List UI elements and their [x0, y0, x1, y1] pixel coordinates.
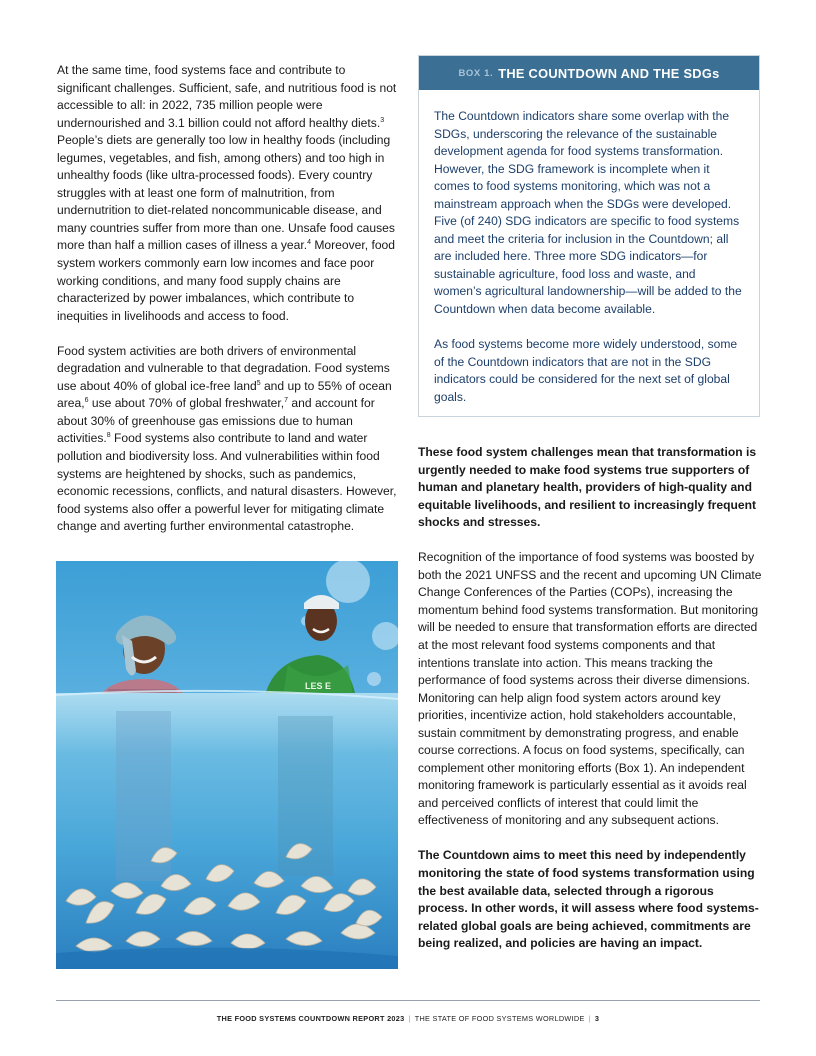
box-tag: BOX 1. — [458, 67, 494, 79]
footer-report-title: THE FOOD SYSTEMS COUNTDOWN REPORT 2023 — [216, 1014, 405, 1023]
photo-fishers — [56, 561, 398, 969]
footnote-ref: 5 — [256, 379, 261, 387]
footer-section-title: THE STATE OF FOOD SYSTEMS WORLDWIDE — [414, 1014, 585, 1023]
footnote-ref: 8 — [106, 432, 111, 440]
right-column — [418, 444, 763, 970]
box-title: THE COUNTDOWN AND THE SDGs — [498, 65, 720, 81]
page-footer — [0, 1014, 816, 1023]
footnote-ref: 7 — [284, 397, 289, 405]
body-paragraph: Recognition of the importance of food systems was boosted by both the 2021 UNFSS and the recent and upcoming UN Climate Change Conferences of the Parties (COPs), increasing the momentum behind food systems transformation. But monitoring will be needed to ensure that transformation efforts are directed at the most relevant food systems components and that intentions translate into action. This means tracking the performance of food systems across their diverse dimensions. Monitoring can help align food system actors around key priorities, incentivize action, hold stakeholders accountable, sustain commitment by demonstrating progress, and enable course corrections. A focus on food systems, specifically, can complement other monitoring efforts (Box 1). An independent monitoring framework is particularly essential as it avoids real and perceived conflicts of interest that could limit the effectiveness of monitoring and any subsequent actions. — [418, 550, 762, 828]
page-number: 3 — [594, 1014, 600, 1023]
box-paragraph: As food systems become more widely understood, some of the Countdown indicators that are not in the SDG indicators could be considered for the next set of global goals. — [434, 337, 738, 404]
footer-separator: | — [408, 1014, 411, 1023]
sidebar-box — [418, 55, 760, 417]
photo-illustration — [56, 561, 398, 969]
emphasis-paragraph: The Countdown aims to meet this need by independently monitoring the state of food systems transformation using the best available data, selected through a rigorous process. In other words, it will assess where food systems-related global goals are being achieved, commitments are being realized, and policies are having an impact. — [418, 848, 759, 951]
body-paragraph: At the same time, food systems face and contribute to significant challenges. Sufficient, safe, and nutritious food is not accessible to all: in 2022, 735 million people were undernourished and 3.1 billion could not afford healthy diets.$^3$ People’s diets are generally too low in healthy foods (including legumes, vegetables, and fish, among others) and too high in unhealthy foods (like ultra-processed foods). Every country struggles with at least one form of malnutrition, from undernutrition to diet-related noncommunicable disease, and many countries suffer from more than one. Unsafe food causes more than half a million cases of illness a year.$^4$ Moreover, food system workers commonly earn low incomes and face poor working conditions, and many food supply chains are characterized by power imbalances, which contribute to inequities in livelihoods and access to food. — [57, 63, 397, 323]
emphasis-paragraph: These food system challenges mean that transformation is urgently needed to make food systems true supporters of human and planetary health, providers of high-quality and equitable livelihoods, and resilient to increasingly frequent shocks and stresses. — [418, 445, 757, 530]
footnote-ref: 6 — [84, 397, 89, 405]
footer-divider — [56, 1000, 760, 1001]
body-paragraph: Food system activities are both drivers of environmental degradation and vulnerable to that degradation. Food systems use about 40% of global ice-free land$^5$ and up to 55% of ocean area,$^6$ use about 70% of global freshwater,$^7$ and account for about 30% of greenhouse gas emissions due to human activities.$^8$ Food systems also contribute to land and water pollution and biodiversity loss. And vulnerabilities within food systems are heightened by shocks, such as pandemics, economic recessions, conflicts, and natural disasters. However, food systems also offer a powerful lever for mitigating climate change and averting further environmental catastrophe. — [57, 343, 397, 534]
box-header — [419, 56, 759, 90]
box-paragraph: The Countdown indicators share some overlap with the SDGs, underscoring the relevance of the sustainable development agenda for food systems transformation. However, the SDG framework is incomplete when it comes to food systems monitoring, which was not a mainstream approach when the SDGs were developed. Five (of 240) SDG indicators are specific to food systems and meet the criteria for inclusion in the Countdown; all are included here. Three more SDG indicators—for sustainable agriculture, food loss and waste, and women’s agricultural landownership—will be added to the Countdown when data become available. — [434, 109, 742, 317]
footer-separator: | — [588, 1014, 591, 1023]
footnote-ref: 3 — [380, 116, 385, 124]
left-column — [57, 62, 399, 553]
footnote-ref: 4 — [307, 239, 311, 247]
shirt-text: LES E — [304, 681, 332, 691]
box-body — [419, 90, 759, 406]
